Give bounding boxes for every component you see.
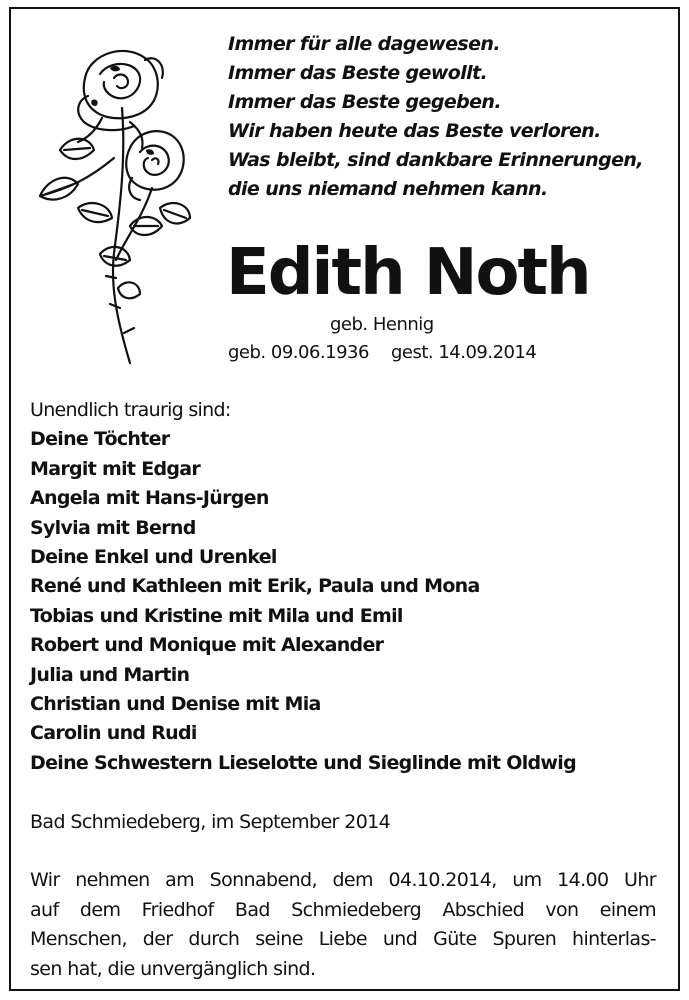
mourner-line: Angela mit Hans-Jürgen [30, 487, 269, 510]
poem-line: Immer das Beste gewollt. [228, 62, 488, 84]
mourner-line: Deine Töchter [30, 428, 170, 451]
mourners-list [30, 396, 576, 778]
mourner-line: Robert und Monique mit Alexander [30, 634, 384, 657]
death-date: gest. 14.09.2014 [390, 342, 537, 363]
notice-line: Wir nehmen am Sonnabend, dem 04.10.2014, um 14.00 Uhr [30, 869, 656, 891]
mourner-line: Margit mit Edgar [30, 457, 201, 480]
mourner-line: Carolin und Rudi [30, 722, 197, 745]
funeral-notice [30, 866, 656, 984]
mourners-intro: Unendlich traurig sind: [30, 399, 231, 421]
maiden-name: geb. Hennig [330, 314, 434, 335]
poem-line: Was bleibt, sind dankbare Erinnerungen, [228, 149, 643, 171]
poem-line: Wir haben heute das Beste verloren. [228, 120, 601, 142]
poem-line: Immer das Beste gegeben. [228, 91, 501, 113]
notice-line: auf dem Friedhof Bad Schmiedeberg Abschied von einem [30, 898, 656, 921]
notice-line: sen hat, die unvergänglich sind. [30, 957, 316, 980]
birth-date: geb. 09.06.1936 [228, 342, 369, 363]
mourner-line: Deine Schwestern Lieselotte und Sieglinde mit Oldwig [30, 751, 576, 774]
mourner-line: Tobias und Kristine mit Mila und Emil [30, 604, 403, 627]
mourner-line: Sylvia mit Bernd [30, 516, 196, 539]
poem-line: Immer für alle dagewesen. [228, 33, 500, 55]
life-dates [228, 340, 536, 366]
mourner-line: Christian und Denise mit Mia [30, 693, 321, 716]
memorial-poem [228, 30, 668, 204]
deceased-name: Edith Noth [226, 236, 590, 310]
rose-illustration [30, 38, 200, 368]
mourner-line: René und Kathleen mit Erik, Paula und Mona [30, 575, 480, 598]
mourner-line: Julia und Martin [30, 663, 190, 686]
mourner-line: Deine Enkel und Urenkel [30, 546, 277, 569]
notice-line: Menschen, der durch seine Liebe und Güte Spuren hinterlas- [30, 928, 656, 950]
poem-line: die uns niemand nehmen kann. [228, 178, 548, 200]
place-date: Bad Schmiedeberg, im September 2014 [30, 811, 391, 833]
